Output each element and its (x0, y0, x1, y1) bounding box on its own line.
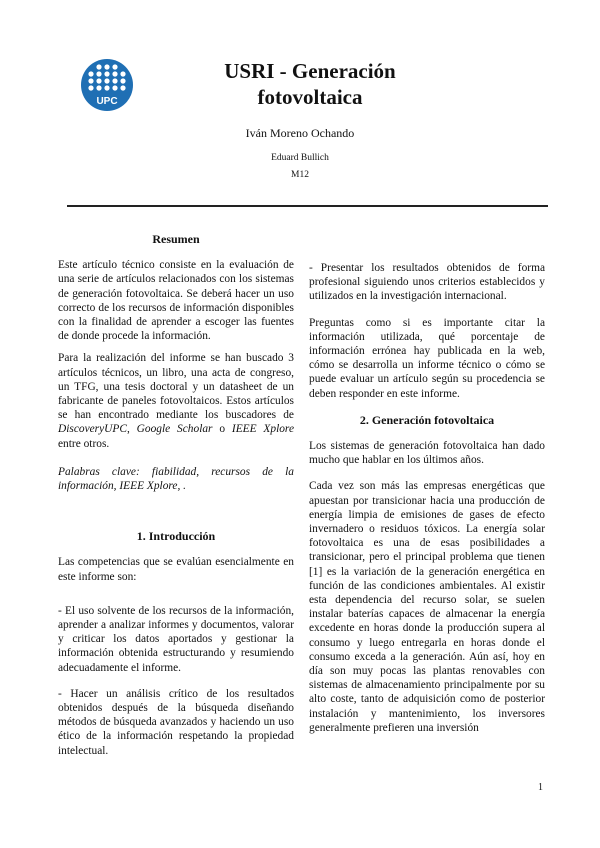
intro-heading: 1. Introducción (136, 529, 216, 544)
source-scholar: Google Scholar (136, 423, 213, 436)
logo-text: UPC (96, 96, 118, 107)
source-ieee: IEEE Xplore (231, 423, 295, 436)
title-line-1: USRI - Generación (224, 59, 396, 83)
abstract-paragraph-1: Este artículo técnico consiste en la evaluación de una serie de artículos relacionados con los sistemas de generación fotovoltaica. Se deberá hacer un uso correcto de los recursos de información disponibles con la finalidad de aprender a escoger las fuentes de donde procede la información. (58, 259, 294, 343)
group-code: M12 (291, 170, 309, 180)
upc-logo (80, 58, 134, 112)
section-2-paragraph-2: Cada vez son más las empresas energéticas que apuestan por transicionar hacia una producción de energía limpia de emisiones de gases de efecto invernadero o residuos tóxicos. La energía solar fotovoltaica es una de esas posibilidades a transicionar, pero el principal problema que tienen [1] es la variación de la generación energética en función de las condiciones ambientales. Al existir esta dependencia del recurso solar, se suelen instalar baterías capaces de almacenar la energía excedente en horas donde la producción supera al consumo y luego entregarla en horas donde el consumo exceda a la generación. Aún así, hoy en día son muy pocas las plantas renovables con sistemas de almacenamiento principalmente por su alto coste, tanto de adquisición como de posterior instalación y mantenimiento, los inversores generalmente prefieren una inversión (309, 480, 545, 734)
title-line-2: fotovoltaica (257, 85, 363, 109)
tutor-name: Eduard Bullich (271, 153, 329, 163)
paper-title (175, 58, 445, 110)
intro-bullet-3: - Presentar los resultados obtenidos de forma profesional siguiendo unos criterios establecidos y utilizados en la investigación internacional. (309, 262, 545, 303)
intro-bullet-1: - El uso solvente de los recursos de la información, aprender a analizar informes y documentos, valorar y criticar los datos aportados y gestionar la información obtenida estructurando y resumiendo adecuadamente el informe. (58, 604, 294, 674)
intro-paragraph-1: Las competencias que se evalúan esencialmente en este informe son: (58, 556, 294, 583)
source-discovery: DiscoveryUPC (58, 423, 127, 436)
left-column (58, 232, 294, 766)
section-2-paragraph-1: Los sistemas de generación fotovoltaica han dado mucho que hablar en los últimos años. (309, 440, 545, 467)
abstract-paragraph-2: Para la realización del informe se han buscado 3 artículos técnicos, un libro, una acta de congreso, un TFG, una tesis doctoral y un datasheet de un fabricante de paneles fotovoltaicos. Estos artículos se han encontrado mediante los buscadores de DiscoveryUPC, Google Scholar o IEEE Xplore entre otros. (58, 352, 295, 450)
intro-paragraph-2: Preguntas como si es importante citar la información utilizada, qué porcentaje de información errónea hay publicada en la web, cómo se desarrolla un informe técnico o cómo se puede evaluar un artículo según su procedencia se deben responder en este informe. (309, 316, 545, 400)
intro-bullet-2: - Hacer un análisis crítico de los resultados obtenidos después de la búsqueda diseñando métodos de búsqueda avanzados y haciendo un uso ético de la información respetando la propiedad intelectual. (58, 687, 294, 757)
right-column (309, 261, 545, 743)
abstract-heading: Resumen (152, 232, 200, 246)
header-divider (67, 205, 548, 207)
section-2-heading: 2. Generación fotovoltaica (359, 412, 495, 427)
author-name: Iván Moreno Ochando (245, 126, 355, 140)
page-number: 1 (538, 782, 543, 793)
keywords: Palabras clave: fiabilidad, recursos de la información, IEEE Xplore, . (58, 465, 294, 493)
